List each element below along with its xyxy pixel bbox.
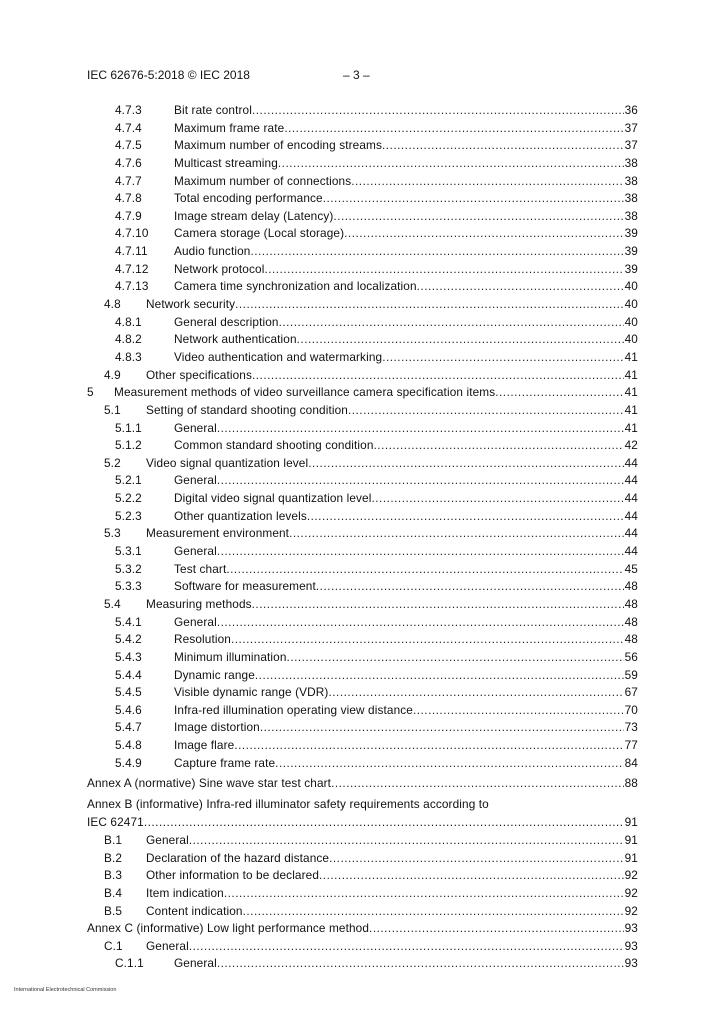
toc-entry-title: Annex B (informative) Infra-red illuminator safety requirements according to	[87, 796, 489, 811]
toc-page-number: 39	[624, 261, 638, 276]
toc-entry-title: Visible dynamic range (VDR)	[174, 685, 329, 700]
toc-entry-title: General	[174, 420, 217, 435]
toc-page-number: 41	[624, 420, 638, 435]
toc-section-number: 5.4.4	[115, 667, 142, 682]
dot-leader	[189, 938, 624, 956]
toc-page-number: 59	[624, 667, 638, 682]
toc-entry[interactable]	[87, 525, 638, 543]
toc-entry-title: Measuring methods	[146, 596, 252, 611]
toc-page-number: 44	[624, 455, 638, 470]
toc-entry-title: Common standard shooting condition	[174, 438, 374, 453]
dot-leader	[307, 508, 624, 526]
toc-entry[interactable]	[87, 885, 638, 903]
toc-page-number: 93	[624, 921, 638, 936]
toc-entry-title: Camera storage (Local storage)	[174, 226, 345, 241]
toc-section-number: 5.3.3	[115, 579, 142, 594]
toc-entry-title: Network security	[146, 297, 236, 312]
toc-section-number: 4.7.10	[115, 226, 149, 241]
toc-entry[interactable]	[87, 137, 638, 155]
toc-entry-title: General	[146, 938, 189, 953]
dot-leader	[413, 702, 624, 720]
toc-entry[interactable]	[87, 402, 638, 420]
toc-page-number: 70	[624, 702, 638, 717]
toc-page-number: 92	[624, 903, 638, 918]
toc-page-number: 91	[624, 814, 638, 829]
toc-section-number: 4.9	[104, 367, 121, 382]
toc-section-number: 5.4.2	[115, 632, 142, 647]
toc-page-number: 44	[624, 508, 638, 523]
toc-entry[interactable]	[87, 190, 638, 208]
toc-section-number: 4.8.1	[115, 314, 142, 329]
toc-entry-title: Resolution	[174, 632, 231, 647]
dot-leader	[217, 955, 624, 973]
toc-entry[interactable]	[87, 631, 638, 649]
toc-page-number: 77	[624, 738, 638, 753]
toc-entry-title: Digital video signal quantization level	[174, 491, 372, 506]
dot-leader	[144, 814, 624, 832]
toc-entry-title: Image distortion	[174, 720, 260, 735]
toc-entry[interactable]	[87, 938, 638, 956]
toc-page-number: 91	[624, 832, 638, 847]
toc-page-number: 38	[624, 208, 638, 223]
dot-leader	[252, 102, 624, 120]
dot-leader	[217, 420, 624, 438]
toc-section-number: 5.4.9	[115, 755, 142, 770]
toc-section-number: 4.7.12	[115, 261, 149, 276]
toc-entry-title: Maximum number of connections	[174, 173, 352, 188]
toc-entry[interactable]	[87, 278, 638, 296]
toc-entry[interactable]	[87, 578, 638, 596]
toc-entry-title: General	[174, 956, 217, 971]
toc-page-number: 93	[624, 956, 638, 971]
toc-entry[interactable]	[87, 737, 638, 755]
toc-page-number: 40	[624, 279, 638, 294]
dot-leader	[250, 243, 623, 261]
toc-entry-title: Dynamic range	[174, 667, 255, 682]
toc-entry-title: Infra-red illumination operating view distance	[174, 702, 413, 717]
toc-page-number: 36	[624, 103, 638, 117]
dot-leader	[351, 173, 623, 191]
toc-entry-title: Annex C (informative) Low light performance method	[87, 921, 370, 936]
dot-leader	[260, 719, 624, 737]
toc-entry-title: Capture frame rate	[174, 755, 276, 770]
toc-entry-title: General description	[174, 314, 279, 329]
dot-leader	[331, 775, 624, 793]
toc-entry[interactable]	[87, 349, 638, 367]
toc-entry[interactable]	[87, 561, 638, 579]
dot-leader	[279, 314, 624, 332]
toc-page-number: 92	[624, 868, 638, 883]
toc-section-number: B.1	[104, 832, 123, 847]
toc-page-number: 41	[624, 349, 638, 364]
toc-entry[interactable]	[87, 684, 638, 702]
toc-page-number: 42	[624, 438, 638, 453]
dot-leader	[252, 596, 624, 614]
toc-section-number: 5.2	[104, 455, 121, 470]
toc-entry[interactable]	[87, 225, 638, 243]
toc-entry[interactable]	[87, 314, 638, 332]
toc-section-number: 4.7.6	[115, 155, 142, 170]
toc-entry[interactable]	[87, 437, 638, 455]
toc-section-number: 5.4	[104, 596, 121, 611]
toc-entry-title: Network authentication	[174, 332, 297, 347]
document-id: IEC 62676-5:2018 © IEC 2018	[87, 68, 250, 82]
toc-entry-title: Other information to be declared	[146, 868, 320, 883]
toc-section-number: 5.2.3	[115, 508, 142, 523]
dot-leader	[371, 490, 623, 508]
toc-section-number: 4.8.3	[115, 349, 142, 364]
dot-leader	[235, 296, 624, 314]
toc-section-number: C.1.1	[115, 956, 144, 971]
toc-entry[interactable]	[87, 543, 638, 561]
dot-leader	[344, 225, 623, 243]
dot-leader	[243, 903, 624, 921]
toc-page-number: 41	[624, 385, 638, 400]
toc-section-number: 4.8	[104, 297, 121, 312]
toc-entry[interactable]	[87, 832, 638, 850]
toc-page-number: 44	[624, 491, 638, 506]
toc-entry[interactable]	[87, 155, 638, 173]
toc-section-number: 5.1	[104, 402, 121, 417]
toc-page-number: 38	[624, 191, 638, 206]
toc-section-number: 4.7.5	[115, 138, 142, 153]
toc-entry-title: Video signal quantization level	[146, 455, 309, 470]
toc-page-number: 48	[624, 579, 638, 594]
toc-entry[interactable]	[87, 596, 638, 614]
toc-page-number: 73	[624, 720, 638, 735]
toc-section-number: B.4	[104, 885, 123, 900]
toc-page-number: 38	[624, 155, 638, 170]
toc-entry[interactable]	[87, 903, 638, 921]
toc-entry[interactable]	[87, 261, 638, 279]
toc-entry[interactable]	[87, 614, 638, 632]
toc-entry-title: General	[174, 614, 217, 629]
toc-entry-title: General	[146, 832, 189, 847]
toc-page-number: 40	[624, 332, 638, 347]
toc-section-number: 5.3.2	[115, 561, 142, 576]
dot-leader	[284, 120, 623, 138]
toc-entry[interactable]	[87, 472, 638, 490]
page-number: – 3 –	[343, 68, 370, 82]
toc-entry-title: Declaration of the hazard distance	[146, 850, 330, 865]
toc-entry[interactable]	[87, 755, 638, 773]
toc-page-number: 38	[624, 173, 638, 188]
toc-page-number: 91	[624, 850, 638, 865]
toc-section-number: 5.1.2	[115, 438, 142, 453]
toc-entry-title: Camera time synchronization and localization	[174, 279, 417, 294]
toc-section-number: 4.7.11	[115, 244, 148, 259]
toc-entry[interactable]	[87, 420, 638, 438]
toc-entry-title: Audio function	[174, 244, 251, 259]
toc-section-number: 4.8.2	[115, 332, 142, 347]
toc-entry[interactable]	[87, 243, 638, 261]
dot-leader	[217, 472, 624, 490]
dot-leader	[333, 208, 623, 226]
toc-entry-title: Maximum number of encoding streams	[174, 138, 382, 153]
toc-entry-title: Image stream delay (Latency)	[174, 208, 334, 223]
dot-leader	[382, 349, 623, 367]
dot-leader	[264, 261, 623, 279]
toc-section-number: 4.7.4	[115, 120, 142, 135]
dot-leader	[287, 649, 624, 667]
toc-page-number: 40	[624, 297, 638, 312]
toc-entry[interactable]	[87, 367, 638, 385]
dot-leader	[189, 832, 624, 850]
toc-section-number: 5.1.1	[115, 420, 142, 435]
toc-section-number: 5.4.1	[115, 614, 142, 629]
toc-entry[interactable]	[87, 508, 638, 526]
dot-leader	[308, 455, 623, 473]
toc-entry-title: Measurement environment	[146, 526, 290, 541]
dot-leader	[224, 885, 624, 903]
toc-page-number: 67	[624, 685, 638, 700]
toc-entry[interactable]	[87, 208, 638, 226]
dot-leader	[319, 867, 624, 885]
toc-section-number: B.2	[104, 850, 123, 865]
toc-entry-title: Software for measurement	[174, 579, 316, 594]
dot-leader	[275, 755, 623, 773]
toc-entry-title: Annex A (normative) Sine wave star test chart	[87, 776, 332, 791]
dot-leader	[495, 384, 623, 402]
dot-leader	[289, 525, 624, 543]
toc-section-number: B.5	[104, 903, 123, 918]
toc-section-number: B.3	[104, 868, 123, 883]
toc-section-number: 5.4.8	[115, 738, 142, 753]
toc-entry[interactable]	[87, 867, 638, 885]
toc-page-number: 44	[624, 544, 638, 559]
toc-page-number: 41	[624, 402, 638, 417]
toc-entry[interactable]	[87, 173, 638, 191]
dot-leader	[234, 737, 623, 755]
toc-entry[interactable]	[87, 296, 638, 314]
toc-entry-title: Total encoding performance	[174, 191, 323, 206]
toc-section-number: 5.2.2	[115, 491, 142, 506]
toc-entry-title: Maximum frame rate	[174, 120, 285, 135]
publisher-footer: International Electrotechnical Commission	[14, 987, 117, 993]
toc-entry-title: Minimum illumination	[174, 649, 287, 664]
toc-page-number: 39	[624, 244, 638, 259]
toc-entry-title: Multicast streaming	[174, 155, 278, 170]
dot-leader	[382, 137, 624, 155]
toc-entry[interactable]	[87, 331, 638, 349]
toc-section-number: 5.4.3	[115, 649, 142, 664]
toc-entry[interactable]	[87, 649, 638, 667]
toc-page-number: 37	[624, 138, 638, 153]
toc-entry-title: General	[174, 473, 217, 488]
toc-page-number: 39	[624, 226, 638, 241]
dot-leader	[231, 631, 624, 649]
toc-entry-title: General	[174, 544, 217, 559]
toc-entry-title-cont: IEC 62471	[87, 814, 144, 829]
toc-page-number: 48	[624, 596, 638, 611]
toc-entry-title: Test chart	[174, 561, 227, 576]
toc-entry-title: Image flare	[174, 738, 235, 753]
toc-section-number: 4.7.13	[115, 279, 149, 294]
toc-entry-title: Item indication	[146, 885, 224, 900]
toc-page-number: 92	[624, 885, 638, 900]
toc-page-number: 48	[624, 632, 638, 647]
dot-leader	[417, 278, 624, 296]
dot-leader	[323, 190, 624, 208]
toc-entry[interactable]	[87, 455, 638, 473]
toc-page-number: 40	[624, 314, 638, 329]
dot-leader	[255, 667, 624, 685]
toc-entry-title: Measurement methods of video surveillance camera specification items	[114, 385, 496, 400]
dot-leader	[369, 920, 624, 938]
dot-leader	[374, 437, 624, 455]
toc-entry-title: Network protocol	[174, 261, 265, 276]
toc-page-number: 84	[624, 755, 638, 770]
toc-entry-title: Video authentication and watermarking	[174, 349, 383, 364]
dot-leader	[297, 331, 624, 349]
toc-entry[interactable]	[87, 702, 638, 720]
toc-page-number: 88	[624, 776, 638, 791]
dot-leader	[316, 578, 624, 596]
dot-leader	[348, 402, 624, 420]
toc-section-number: 4.7.8	[115, 191, 142, 206]
dot-leader	[278, 155, 624, 173]
toc-entry[interactable]	[87, 850, 638, 868]
page-header	[87, 68, 647, 86]
toc-entry[interactable]	[87, 667, 638, 685]
toc-section-number: 5.4.5	[115, 685, 142, 700]
dot-leader	[217, 614, 624, 632]
toc-section-number: 5.2.1	[115, 473, 142, 488]
toc-page-number: 56	[624, 649, 638, 664]
toc-section-number: 5.3.1	[115, 544, 142, 559]
toc-section-number: 4.7.9	[115, 208, 142, 223]
toc-page-number: 41	[624, 367, 638, 382]
dot-leader	[329, 850, 624, 868]
toc-page-number: 44	[624, 526, 638, 541]
toc-entry-annex[interactable]	[87, 920, 638, 938]
toc-page-number: 93	[624, 938, 638, 953]
toc-entry-title: Bit rate control	[174, 103, 252, 117]
dot-leader	[252, 367, 624, 385]
table-of-contents	[87, 102, 638, 973]
toc-section-number: 5	[87, 385, 94, 400]
toc-entry[interactable]	[87, 719, 638, 737]
toc-section-number: 4.7.3	[115, 103, 142, 117]
toc-section-number: 5.4.7	[115, 720, 142, 735]
toc-entry[interactable]	[87, 120, 638, 138]
dot-leader	[226, 561, 623, 579]
toc-entry-title: Other specifications	[146, 367, 252, 382]
toc-section-number: 5.4.6	[115, 702, 142, 717]
toc-entry[interactable]	[87, 955, 638, 973]
toc-page-number: 44	[624, 473, 638, 488]
toc-entry-annex[interactable]	[87, 775, 638, 793]
dot-leader	[328, 684, 623, 702]
toc-page-number: 45	[624, 561, 638, 576]
toc-entry-title: Other quantization levels	[174, 508, 307, 523]
toc-entry[interactable]	[87, 384, 638, 402]
toc-page-number: 37	[624, 120, 638, 135]
toc-section-number: 5.3	[104, 526, 121, 541]
toc-page-number: 48	[624, 614, 638, 629]
dot-leader	[217, 543, 624, 561]
toc-entry-title: Content indication	[146, 903, 243, 918]
toc-section-number: 4.7.7	[115, 173, 142, 188]
toc-entry[interactable]	[87, 102, 638, 120]
toc-entry[interactable]	[87, 490, 638, 508]
toc-section-number: C.1	[104, 938, 123, 953]
toc-entry-title: Setting of standard shooting condition	[146, 402, 348, 417]
toc-entry-annex[interactable]	[87, 796, 638, 832]
